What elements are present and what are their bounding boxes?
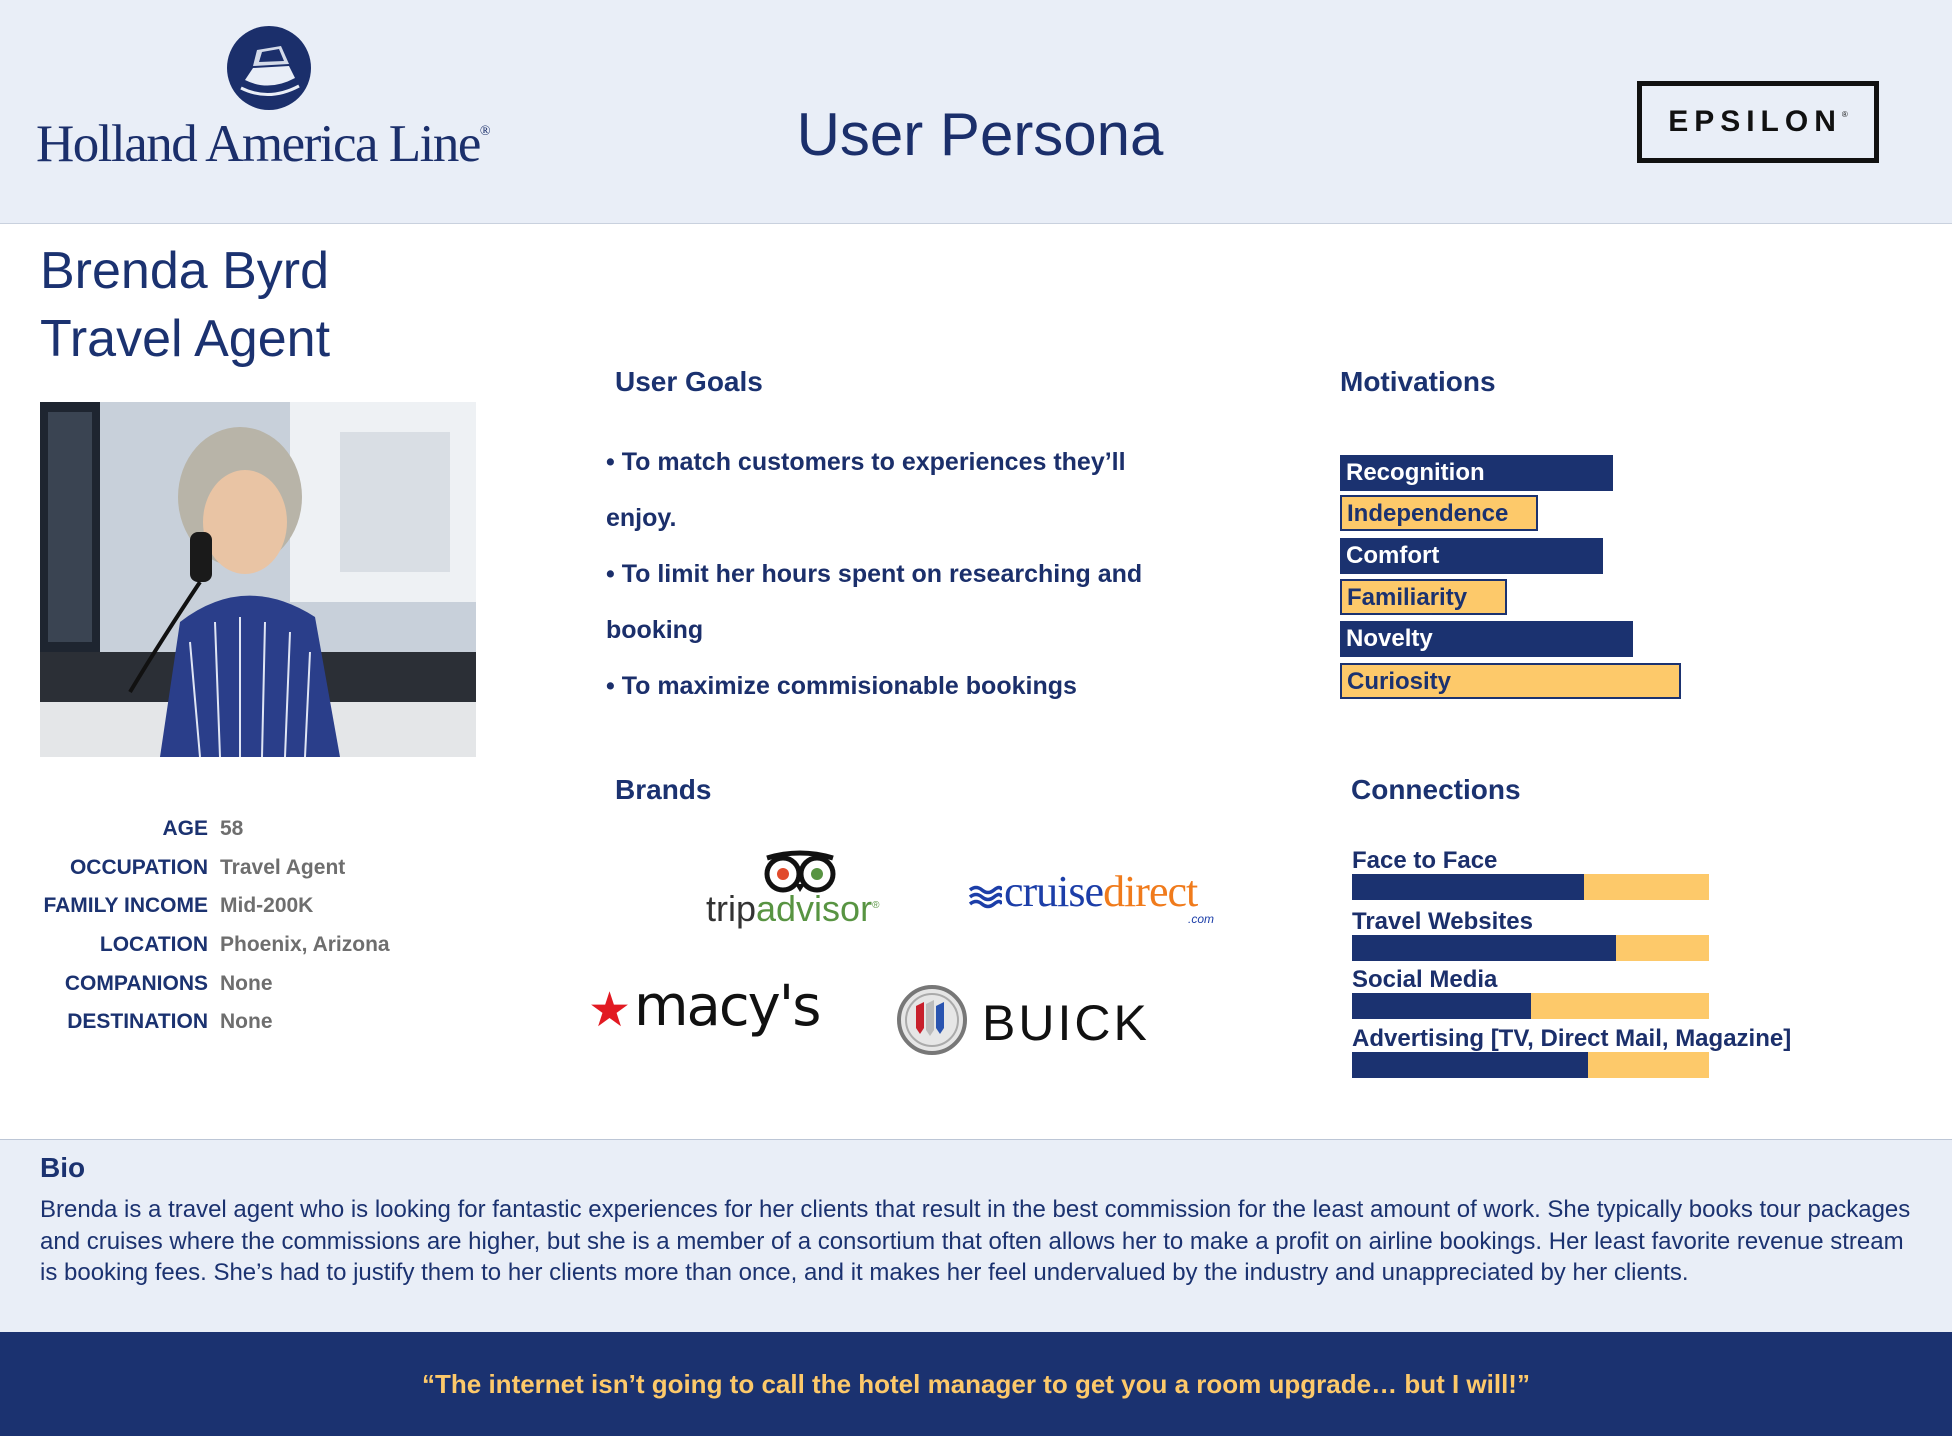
connection-item xyxy=(1352,967,1852,1019)
connection-item xyxy=(1352,909,1852,961)
bio-heading: Bio xyxy=(40,1152,86,1183)
profile-label: OCCUPATION xyxy=(69,855,208,879)
page-title: User Persona xyxy=(796,101,1164,168)
connection-bar xyxy=(1352,874,1709,900)
connection-item xyxy=(1352,848,1852,900)
goal-line: • To limit her hours spent on researching and xyxy=(606,560,1143,588)
profile-label: LOCATION xyxy=(99,933,208,957)
bio-text: Brenda is a travel agent who is looking for fantastic experiences for her clients that result in the best commission for the least amount of work. She typically books tour packages and cruises where the commissions are higher, but she is a member of a consortium that often allows her to make a profit on airline bookings. Her least favorite revenue stream is booking fees. She’s had to justify them to her clients more than once, and it makes her feel undervalued by the industry and unappreciated by her clients. xyxy=(40,1196,1911,1286)
ship-emblem-icon xyxy=(223,22,315,114)
connection-label: Advertising [TV, Direct Mail, Magazine] xyxy=(1352,1025,1792,1052)
bio-section xyxy=(0,1139,1952,1332)
connection-label: Social Media xyxy=(1352,966,1498,993)
profile-value: Travel Agent xyxy=(220,855,346,879)
connection-item xyxy=(1352,1026,1852,1078)
motivation-bar: Recognition xyxy=(1340,455,1613,491)
user-goals-heading: User Goals xyxy=(615,366,763,397)
header-bar xyxy=(0,0,1952,224)
holland-america-wordmark: Holland America Line® xyxy=(36,115,491,173)
goal-line: booking xyxy=(606,616,704,644)
motivation-bar: Novelty xyxy=(1340,621,1633,657)
connections-heading: Connections xyxy=(1351,774,1521,805)
buick-shield-icon xyxy=(896,984,968,1056)
persona-quote: “The internet isn’t going to call the hotel manager to get you a room upgrade… but I will!” xyxy=(0,1332,1952,1436)
profile-value: Mid-200K xyxy=(220,894,314,918)
profile-value: None xyxy=(220,971,273,995)
profile-label: FAMILY INCOME xyxy=(43,894,208,918)
persona-role: Travel Agent xyxy=(40,310,331,368)
profile-label: COMPANIONS xyxy=(64,971,208,995)
profile-value: Phoenix, Arizona xyxy=(220,933,390,957)
brands-heading: Brands xyxy=(615,774,712,805)
connection-bar-fill xyxy=(1352,874,1584,900)
connection-bar xyxy=(1352,993,1709,1019)
holland-america-logo xyxy=(36,22,506,172)
profile-label: DESTINATION xyxy=(67,1010,208,1034)
persona-photo xyxy=(40,402,476,757)
profile-label: AGE xyxy=(162,817,208,841)
star-icon: ★ xyxy=(588,984,632,1037)
persona-name: Brenda Byrd xyxy=(40,242,330,300)
goal-line: • To maximize commisionable bookings xyxy=(606,672,1077,700)
profile-value: None xyxy=(220,1010,273,1034)
motivations-heading: Motivations xyxy=(1340,366,1496,397)
epsilon-logo: EPSILON ® xyxy=(1637,81,1879,163)
connection-bar-fill xyxy=(1352,993,1531,1019)
profile-row xyxy=(40,810,500,849)
connection-bar-fill xyxy=(1352,935,1616,961)
profile-row xyxy=(40,849,500,888)
wave-icon xyxy=(968,884,1002,910)
goal-line: • To match customers to experiences they’ll xyxy=(606,448,1126,476)
goal-line: enjoy. xyxy=(606,504,677,532)
profile-value: 58 xyxy=(220,817,244,841)
profile-row xyxy=(40,1003,500,1042)
motivation-bar: Comfort xyxy=(1340,538,1603,574)
connection-label: Travel Websites xyxy=(1352,908,1533,935)
motivation-bar: Familiarity xyxy=(1340,579,1507,615)
profile-row xyxy=(40,964,500,1003)
persona-name-block xyxy=(40,237,330,373)
connection-bar xyxy=(1352,1052,1709,1078)
connection-bar xyxy=(1352,935,1709,961)
motivation-bar: Curiosity xyxy=(1340,663,1681,699)
profile-row xyxy=(40,926,500,965)
user-goals-list xyxy=(606,440,1206,720)
connection-bar-fill xyxy=(1352,1052,1588,1078)
motivation-bar: Independence xyxy=(1340,495,1538,531)
profile-row xyxy=(40,887,500,926)
profile-table xyxy=(40,810,500,1042)
connection-label: Face to Face xyxy=(1352,847,1498,874)
